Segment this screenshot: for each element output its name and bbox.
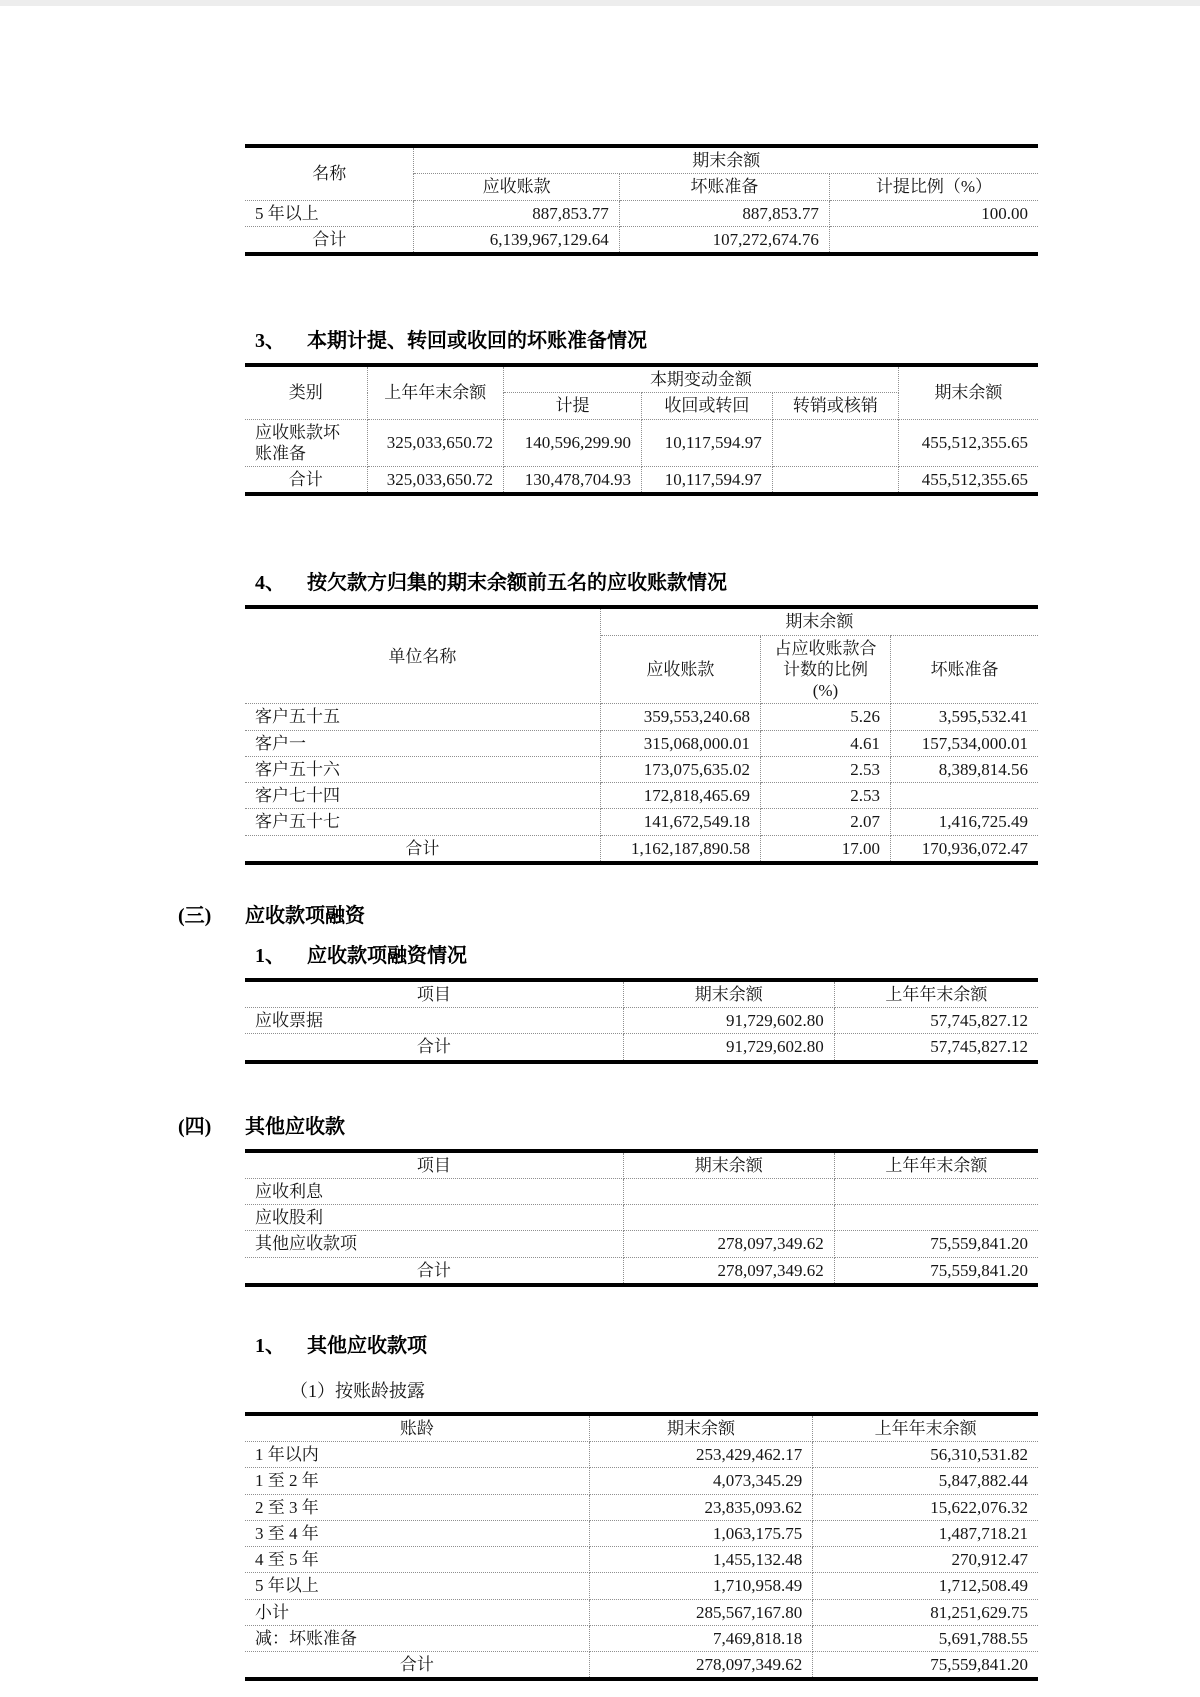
cell-value: 6,139,967,129.64 — [414, 226, 619, 254]
cell-value: 57,745,827.12 — [834, 1008, 1038, 1034]
cell-value: 5,847,882.44 — [813, 1468, 1038, 1494]
cell-label: 应收账款坏账准备 — [245, 419, 367, 467]
cell-value: 91,729,602.80 — [623, 1008, 834, 1034]
section-iv-number: (四) — [178, 1115, 212, 1138]
cell-label: 客户七十四 — [245, 783, 600, 809]
cell-value: 75,559,841.20 — [813, 1652, 1038, 1680]
header-unit-name: 单位名称 — [245, 607, 600, 704]
cell-value: 3,595,532.41 — [890, 704, 1038, 730]
cell-value: 10,117,594.97 — [641, 467, 772, 495]
cell-value: 1,162,187,890.58 — [600, 835, 760, 863]
cell-value — [623, 1178, 834, 1204]
table-row — [245, 1625, 1038, 1651]
cell-value: 75,559,841.20 — [834, 1257, 1038, 1285]
header-provision-ratio: 计提比例（%） — [829, 174, 1038, 200]
cell-label: 5 年以上 — [245, 200, 414, 226]
header-percent-of-total: 占应收账款合计数的比例(%) — [760, 635, 890, 704]
cell-label: 客户一 — [245, 730, 600, 756]
header-bad-debt-provision: 坏账准备 — [890, 635, 1038, 704]
cell-value — [834, 1205, 1038, 1231]
table-row — [245, 730, 1038, 756]
table-row — [245, 1573, 1038, 1599]
cell-value: 5.26 — [760, 704, 890, 730]
header-accounts-receivable: 应收账款 — [600, 635, 760, 704]
cell-value: 81,251,629.75 — [813, 1599, 1038, 1625]
cell-label: 3 至 4 年 — [245, 1520, 589, 1546]
header-row — [245, 1151, 1038, 1179]
header-row — [245, 365, 1038, 393]
section-iii-title: 应收款项融资 — [245, 904, 365, 927]
header-change-group: 本期变动金额 — [504, 365, 899, 393]
cell-label: 小计 — [245, 1599, 589, 1625]
cell-value: 1,710,958.49 — [589, 1573, 813, 1599]
cell-value — [890, 783, 1038, 809]
cell-value: 1,063,175.75 — [589, 1520, 813, 1546]
table-row — [245, 200, 1038, 226]
header-period-end-group: 期末余额 — [600, 607, 1038, 635]
section-4-number: 4、 — [255, 572, 285, 595]
cell-value: 2.53 — [760, 783, 890, 809]
section-iv-title: 其他应收款 — [245, 1115, 345, 1138]
table-row — [245, 1468, 1038, 1494]
cell-value: 140,596,299.90 — [504, 419, 642, 467]
cell-value: 887,853.77 — [414, 200, 619, 226]
header-row — [245, 980, 1038, 1008]
cell-value: 1,455,132.48 — [589, 1547, 813, 1573]
table-row — [245, 1231, 1038, 1257]
cell-label: 合计 — [245, 1034, 623, 1062]
cell-value: 2.53 — [760, 756, 890, 782]
cell-value: 315,068,000.01 — [600, 730, 760, 756]
header-period-end: 期末余额 — [898, 365, 1038, 419]
cell-label: 4 至 5 年 — [245, 1547, 589, 1573]
table-row — [245, 1547, 1038, 1573]
total-row — [245, 1034, 1038, 1062]
cell-value: 15,622,076.32 — [813, 1494, 1038, 1520]
total-row — [245, 226, 1038, 254]
cell-value — [772, 419, 898, 467]
section-iii-1-title: 应收款项融资情况 — [307, 944, 467, 967]
total-row — [245, 467, 1038, 495]
cell-value: 173,075,635.02 — [600, 756, 760, 782]
cell-value: 91,729,602.80 — [623, 1034, 834, 1062]
cell-value: 157,534,000.01 — [890, 730, 1038, 756]
cell-value: 141,672,549.18 — [600, 809, 760, 835]
cell-value: 455,512,355.65 — [898, 419, 1038, 467]
cell-value: 253,429,462.17 — [589, 1442, 813, 1468]
cell-value: 107,272,674.76 — [619, 226, 829, 254]
table-row — [245, 1008, 1038, 1034]
table-row — [245, 809, 1038, 835]
cell-value: 8,389,814.56 — [890, 756, 1038, 782]
cell-value: 170,936,072.47 — [890, 835, 1038, 863]
section-iv-heading — [178, 1114, 1038, 1140]
header-item: 项目 — [245, 980, 623, 1008]
cell-label: 应收股利 — [245, 1205, 623, 1231]
total-row — [245, 1257, 1038, 1285]
cell-value: 57,745,827.12 — [834, 1034, 1038, 1062]
table-row — [245, 1205, 1038, 1231]
header-category: 类别 — [245, 365, 367, 419]
cell-label: 2 至 3 年 — [245, 1494, 589, 1520]
top5-debtors-table — [245, 605, 1038, 865]
cell-value: 887,853.77 — [619, 200, 829, 226]
header-prev-year-end: 上年年末余额 — [367, 365, 503, 419]
cell-value: 270,912.47 — [813, 1547, 1038, 1573]
table-row — [245, 1494, 1038, 1520]
cell-value: 325,033,650.72 — [367, 467, 503, 495]
cell-label: 客户五十七 — [245, 809, 600, 835]
cell-value: 285,567,167.80 — [589, 1599, 813, 1625]
header-row — [245, 146, 1038, 174]
other-receivables-aging-table — [245, 1412, 1038, 1682]
cell-value: 100.00 — [829, 200, 1038, 226]
cell-value: 278,097,349.62 — [623, 1257, 834, 1285]
cell-label: 减：坏账准备 — [245, 1625, 589, 1651]
cell-value — [829, 226, 1038, 254]
header-age: 账龄 — [245, 1414, 589, 1442]
total-row — [245, 1652, 1038, 1680]
section-iii-number: (三) — [178, 904, 212, 927]
ar-aging-table — [245, 144, 1038, 256]
section-1-other-number: 1、 — [255, 1334, 285, 1357]
cell-value: 1,712,508.49 — [813, 1573, 1038, 1599]
table-row — [245, 1520, 1038, 1546]
cell-value: 10,117,594.97 — [641, 419, 772, 467]
section-iii-1-heading — [245, 943, 1038, 969]
section-4-title: 按欠款方归集的期末余额前五名的应收账款情况 — [307, 572, 727, 595]
cell-label: 1 年以内 — [245, 1442, 589, 1468]
cell-value: 130,478,704.93 — [504, 467, 642, 495]
cell-label: 其他应收款项 — [245, 1231, 623, 1257]
header-prev-year-end: 上年年末余额 — [834, 980, 1038, 1008]
cell-value: 1,487,718.21 — [813, 1520, 1038, 1546]
header-item: 项目 — [245, 1151, 623, 1179]
cell-label: 应收利息 — [245, 1178, 623, 1204]
cell-label: 合计 — [245, 1652, 589, 1680]
cell-value: 17.00 — [760, 835, 890, 863]
cell-value: 56,310,531.82 — [813, 1442, 1038, 1468]
cell-value: 2.07 — [760, 809, 890, 835]
table-row — [245, 783, 1038, 809]
section-1-other-heading — [245, 1333, 1038, 1359]
section-3-title: 本期计提、转回或收回的坏账准备情况 — [307, 330, 647, 352]
cell-label: 合计 — [245, 835, 600, 863]
header-prev-year-end: 上年年末余额 — [834, 1151, 1038, 1179]
cell-label: 合计 — [245, 226, 414, 254]
subtotal-row — [245, 1599, 1038, 1625]
cell-value — [834, 1178, 1038, 1204]
cell-value: 172,818,465.69 — [600, 783, 760, 809]
cell-label: 合计 — [245, 1257, 623, 1285]
header-writeoff: 转销或核销 — [772, 393, 898, 419]
section-4-heading — [245, 570, 1038, 596]
table-row — [245, 1442, 1038, 1468]
section-1-other-title: 其他应收款项 — [307, 1334, 427, 1357]
header-period-end: 期末余额 — [623, 1151, 834, 1179]
cell-value: 278,097,349.62 — [623, 1231, 834, 1257]
section-iii-heading — [178, 903, 1038, 929]
total-row — [245, 835, 1038, 863]
header-period-end: 期末余额 — [589, 1414, 813, 1442]
cell-value: 7,469,818.18 — [589, 1625, 813, 1651]
aging-disclosure-caption: （1）按账龄披露 — [290, 1380, 425, 1401]
table-row — [245, 756, 1038, 782]
header-row — [245, 607, 1038, 635]
header-bad-debt-provision: 坏账准备 — [619, 174, 829, 200]
cell-value: 1,416,725.49 — [890, 809, 1038, 835]
cell-label: 应收票据 — [245, 1008, 623, 1034]
table-row — [245, 704, 1038, 730]
cell-value — [623, 1205, 834, 1231]
header-row — [245, 1414, 1038, 1442]
cell-label: 合计 — [245, 467, 367, 495]
cell-label: 客户五十六 — [245, 756, 600, 782]
cell-value: 23,835,093.62 — [589, 1494, 813, 1520]
cell-value: 325,033,650.72 — [367, 419, 503, 467]
cell-label: 1 至 2 年 — [245, 1468, 589, 1494]
cell-value: 359,553,240.68 — [600, 704, 760, 730]
section-3-heading — [245, 328, 1038, 354]
cell-value — [772, 467, 898, 495]
other-receivables-table — [245, 1149, 1038, 1287]
header-name: 名称 — [245, 146, 414, 200]
header-period-end-group: 期末余额 — [414, 146, 1038, 174]
cell-label: 5 年以上 — [245, 1573, 589, 1599]
header-accounts-receivable: 应收账款 — [414, 174, 619, 200]
receivables-financing-table — [245, 978, 1038, 1064]
header-prev-year-end: 上年年末余额 — [813, 1414, 1038, 1442]
header-recover: 收回或转回 — [641, 393, 772, 419]
cell-label: 客户五十五 — [245, 704, 600, 730]
cell-value: 4,073,345.29 — [589, 1468, 813, 1494]
cell-value: 278,097,349.62 — [589, 1652, 813, 1680]
section-3-number: 3、 — [255, 330, 285, 352]
table-row — [245, 419, 1038, 467]
cell-value: 75,559,841.20 — [834, 1231, 1038, 1257]
cell-value: 5,691,788.55 — [813, 1625, 1038, 1651]
page-content — [178, 0, 1038, 1681]
bad-debt-provision-change-table — [245, 363, 1038, 496]
section-iii-1-number: 1、 — [255, 944, 285, 967]
table-row — [245, 1178, 1038, 1204]
header-period-end: 期末余额 — [623, 980, 834, 1008]
cell-value: 455,512,355.65 — [898, 467, 1038, 495]
header-accrual: 计提 — [504, 393, 642, 419]
cell-value: 4.61 — [760, 730, 890, 756]
